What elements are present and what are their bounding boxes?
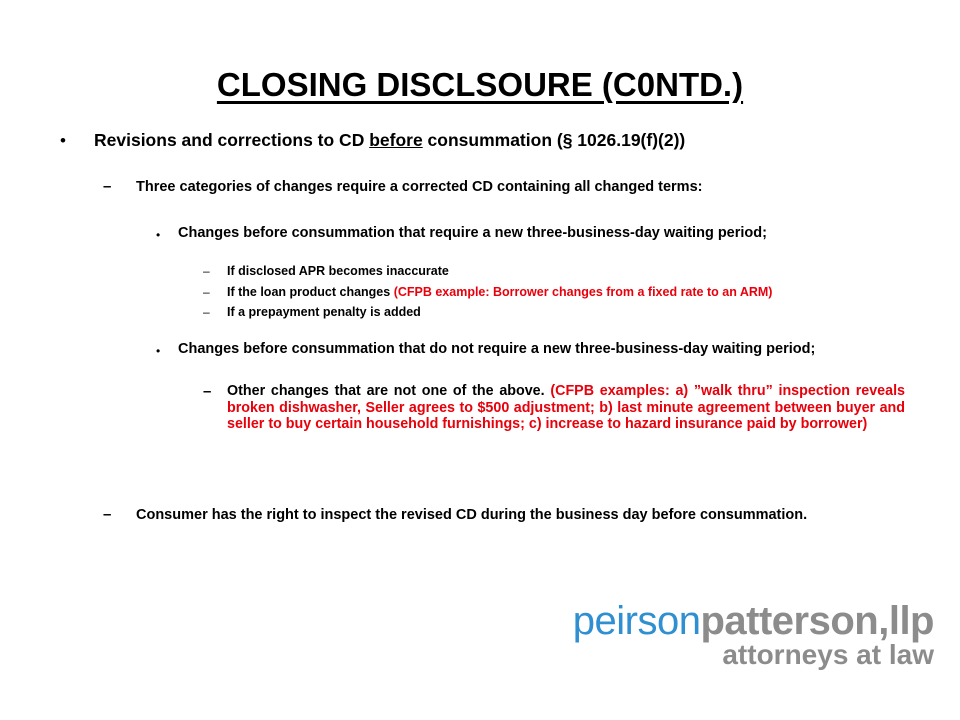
firm-logo (573, 600, 934, 670)
item-dash: – (203, 264, 210, 278)
sub-bullet-new-waiting: Changes before consummation that require a new three-business-day waiting period; (178, 225, 767, 241)
item-dash: – (203, 383, 212, 400)
sub-bullet-marker: • (156, 344, 161, 358)
item-note: (CFPB examples: a) ”walk thru” inspection reveals broken dishwasher, Seller agrees to $500 adjustment; b) last minute agreement between buyer and seller to buy certain household furnishings; c) increase to hazard insurance paid by borrower) (227, 383, 905, 432)
item-dash: – (203, 305, 210, 319)
sub-bullet-marker: • (156, 228, 161, 242)
item-text: If the loan product changes (227, 285, 394, 299)
dash-three-categories: Three categories of changes require a corrected CD containing all changed terms: (136, 179, 703, 195)
sub-bullet-no-waiting: Changes before consummation that do not require a new three-business-day waiting period; (178, 341, 816, 357)
slide-title: CLOSING DISCLSOURE (C0NTD.) (216, 66, 744, 103)
bullet-underlined: before (369, 130, 423, 150)
item-note: (CFPB example: Borrower changes from a fixed rate to an ARM) (393, 285, 773, 299)
logo-part2: patterson,llp (700, 599, 934, 643)
bullet-revisions (94, 130, 685, 151)
item-prepayment (227, 305, 421, 319)
bullet-text-after: consummation (§ 1026.19(f)(2)) (422, 130, 686, 150)
bullet-text: Revisions and corrections to CD (94, 130, 370, 150)
item-apr (227, 264, 449, 278)
dash-marker: – (103, 506, 112, 523)
dash-marker: – (103, 178, 112, 195)
item-text: If a prepayment penalty is added (227, 305, 421, 319)
item-dash: – (203, 285, 210, 299)
dash-consumer-right: Consumer has the right to inspect the revised CD during the business day before consummation. (136, 507, 808, 523)
item-loan-product (227, 285, 772, 299)
logo-tagline: attorneys at law (722, 639, 934, 670)
logo-part1: peirson (572, 599, 701, 643)
logo-wordmark (573, 600, 934, 642)
bullet-marker: • (60, 131, 66, 150)
item-text: Other changes that are not one of the above. (227, 383, 551, 399)
item-other-changes (227, 383, 905, 433)
item-text: If disclosed APR becomes inaccurate (227, 264, 449, 278)
